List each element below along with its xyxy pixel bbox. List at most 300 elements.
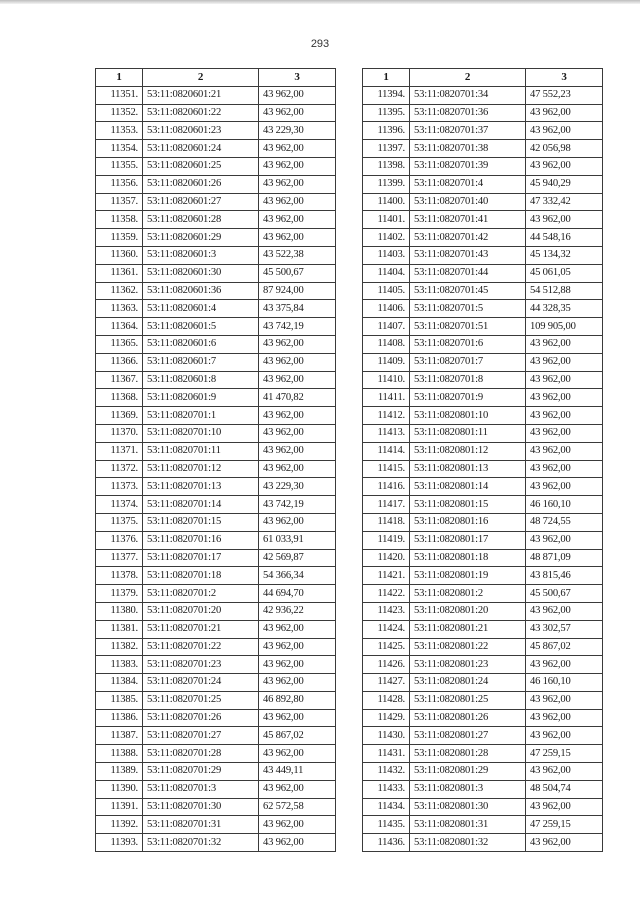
cadastral-number-cell: 53:11:0820801:31 (410, 816, 526, 834)
table-row (363, 104, 603, 122)
row-number-cell: 11358. (96, 211, 143, 229)
row-number-cell: 11375. (96, 513, 143, 531)
cadastral-number-cell: 53:11:0820701:14 (143, 496, 259, 514)
cadastral-number-cell: 53:11:0820601:30 (143, 264, 259, 282)
cadastral-number-cell: 53:11:0820701:4 (410, 175, 526, 193)
table-row (96, 567, 336, 585)
cadastral-number-cell: 53:11:0820801:2 (410, 585, 526, 603)
right-table (362, 68, 603, 852)
row-number-cell: 11377. (96, 549, 143, 567)
cadastral-number-cell: 53:11:0820701:3 (143, 780, 259, 798)
table-row (363, 371, 603, 389)
row-number-cell: 11433. (363, 780, 410, 798)
cadastral-number-cell: 53:11:0820701:38 (410, 140, 526, 158)
value-cell: 54 512,88 (526, 282, 603, 300)
row-number-cell: 11436. (363, 834, 410, 852)
table-row (96, 549, 336, 567)
value-cell: 45 867,02 (526, 638, 603, 656)
cadastral-number-cell: 53:11:0820801:32 (410, 834, 526, 852)
table-row (96, 175, 336, 193)
value-cell: 43 962,00 (259, 424, 336, 442)
value-cell: 41 470,82 (259, 389, 336, 407)
row-number-cell: 11363. (96, 300, 143, 318)
cadastral-number-cell: 53:11:0820801:19 (410, 567, 526, 585)
row-number-cell: 11431. (363, 745, 410, 763)
value-cell: 42 056,98 (526, 140, 603, 158)
value-cell: 43 962,00 (259, 620, 336, 638)
cadastral-number-cell: 53:11:0820701:45 (410, 282, 526, 300)
table-row (363, 513, 603, 531)
cadastral-number-cell: 53:11:0820701:37 (410, 122, 526, 140)
table-row (363, 353, 603, 371)
column-header: 1 (96, 69, 143, 87)
row-number-cell: 11383. (96, 656, 143, 674)
row-number-cell: 11435. (363, 816, 410, 834)
value-cell: 43 962,00 (526, 798, 603, 816)
table-row (363, 602, 603, 620)
row-number-cell: 11385. (96, 691, 143, 709)
cadastral-number-cell: 53:11:0820701:5 (410, 300, 526, 318)
cadastral-number-cell: 53:11:0820701:32 (143, 834, 259, 852)
value-cell: 47 259,15 (526, 745, 603, 763)
value-cell: 43 229,30 (259, 478, 336, 496)
row-number-cell: 11407. (363, 318, 410, 336)
table-row (96, 834, 336, 852)
cadastral-number-cell: 53:11:0820701:17 (143, 549, 259, 567)
table-row (363, 834, 603, 852)
value-cell: 43 962,00 (526, 211, 603, 229)
table-row (96, 674, 336, 692)
cadastral-number-cell: 53:11:0820701:31 (143, 816, 259, 834)
cadastral-number-cell: 53:11:0820601:7 (143, 353, 259, 371)
row-number-cell: 11393. (96, 834, 143, 852)
table-row (363, 122, 603, 140)
cadastral-number-cell: 53:11:0820701:8 (410, 371, 526, 389)
value-cell: 43 962,00 (259, 140, 336, 158)
table-row (96, 691, 336, 709)
row-number-cell: 11359. (96, 229, 143, 247)
row-number-cell: 11400. (363, 193, 410, 211)
row-number-cell: 11422. (363, 585, 410, 603)
value-cell: 43 962,00 (259, 335, 336, 353)
table-row (363, 780, 603, 798)
row-number-cell: 11353. (96, 122, 143, 140)
table-row (96, 407, 336, 425)
cadastral-number-cell: 53:11:0820801:17 (410, 531, 526, 549)
value-cell: 43 962,00 (259, 86, 336, 104)
cadastral-number-cell: 53:11:0820701:10 (143, 424, 259, 442)
table-row (96, 335, 336, 353)
value-cell: 43 962,00 (259, 638, 336, 656)
cadastral-number-cell: 53:11:0820701:23 (143, 656, 259, 674)
row-number-cell: 11372. (96, 460, 143, 478)
table-row (363, 300, 603, 318)
value-cell: 43 962,00 (526, 157, 603, 175)
value-cell: 43 962,00 (526, 389, 603, 407)
value-cell: 43 962,00 (259, 157, 336, 175)
value-cell: 43 962,00 (526, 602, 603, 620)
cadastral-number-cell: 53:11:0820601:24 (143, 140, 259, 158)
cadastral-number-cell: 53:11:0820801:30 (410, 798, 526, 816)
value-cell: 44 694,70 (259, 585, 336, 603)
table-row (363, 86, 603, 104)
row-number-cell: 11398. (363, 157, 410, 175)
row-number-cell: 11413. (363, 424, 410, 442)
table-row (363, 478, 603, 496)
table-row (363, 763, 603, 781)
row-number-cell: 11405. (363, 282, 410, 300)
row-number-cell: 11424. (363, 620, 410, 638)
row-number-cell: 11404. (363, 264, 410, 282)
row-number-cell: 11412. (363, 407, 410, 425)
cadastral-number-cell: 53:11:0820701:15 (143, 513, 259, 531)
value-cell: 43 962,00 (526, 531, 603, 549)
value-cell: 43 962,00 (526, 727, 603, 745)
value-cell: 43 962,00 (259, 229, 336, 247)
table-row (96, 104, 336, 122)
value-cell: 45 500,67 (259, 264, 336, 282)
table-row (363, 264, 603, 282)
row-number-cell: 11361. (96, 264, 143, 282)
cadastral-number-cell: 53:11:0820801:14 (410, 478, 526, 496)
value-cell: 43 962,00 (259, 211, 336, 229)
value-cell: 43 962,00 (259, 442, 336, 460)
table-row (363, 229, 603, 247)
row-number-cell: 11397. (363, 140, 410, 158)
value-cell: 48 871,09 (526, 549, 603, 567)
cadastral-number-cell: 53:11:0820701:2 (143, 585, 259, 603)
row-number-cell: 11371. (96, 442, 143, 460)
row-number-cell: 11351. (96, 86, 143, 104)
table-row (363, 585, 603, 603)
cadastral-number-cell: 53:11:0820801:26 (410, 709, 526, 727)
cadastral-number-cell: 53:11:0820601:28 (143, 211, 259, 229)
table-row (96, 424, 336, 442)
row-number-cell: 11395. (363, 104, 410, 122)
table-row (96, 442, 336, 460)
value-cell: 43 962,00 (526, 353, 603, 371)
value-cell: 43 962,00 (259, 175, 336, 193)
cadastral-number-cell: 53:11:0820601:9 (143, 389, 259, 407)
cadastral-number-cell: 53:11:0820601:36 (143, 282, 259, 300)
value-cell: 43 962,00 (259, 834, 336, 852)
row-number-cell: 11382. (96, 638, 143, 656)
value-cell: 43 522,38 (259, 246, 336, 264)
value-cell: 44 548,16 (526, 229, 603, 247)
table-row (96, 264, 336, 282)
cadastral-number-cell: 53:11:0820701:41 (410, 211, 526, 229)
cadastral-number-cell: 53:11:0820701:9 (410, 389, 526, 407)
value-cell: 43 229,30 (259, 122, 336, 140)
value-cell: 43 962,00 (259, 709, 336, 727)
value-cell: 43 962,00 (526, 691, 603, 709)
value-cell: 48 724,55 (526, 513, 603, 531)
cadastral-number-cell: 53:11:0820601:4 (143, 300, 259, 318)
value-cell: 43 962,00 (259, 745, 336, 763)
value-cell: 47 552,23 (526, 86, 603, 104)
row-number-cell: 11392. (96, 816, 143, 834)
row-number-cell: 11374. (96, 496, 143, 514)
cadastral-number-cell: 53:11:0820701:7 (410, 353, 526, 371)
table-row (363, 709, 603, 727)
table-row (363, 674, 603, 692)
value-cell: 43 742,19 (259, 496, 336, 514)
table-row (96, 300, 336, 318)
row-number-cell: 11389. (96, 763, 143, 781)
cadastral-number-cell: 53:11:0820801:25 (410, 691, 526, 709)
row-number-cell: 11388. (96, 745, 143, 763)
value-cell: 43 962,00 (259, 371, 336, 389)
value-cell: 43 302,57 (526, 620, 603, 638)
row-number-cell: 11403. (363, 246, 410, 264)
table-row (363, 140, 603, 158)
value-cell: 54 366,34 (259, 567, 336, 585)
row-number-cell: 11378. (96, 567, 143, 585)
cadastral-number-cell: 53:11:0820701:13 (143, 478, 259, 496)
cadastral-number-cell: 53:11:0820601:25 (143, 157, 259, 175)
table-row (96, 638, 336, 656)
table-row (363, 691, 603, 709)
row-number-cell: 11414. (363, 442, 410, 460)
row-number-cell: 11409. (363, 353, 410, 371)
cadastral-number-cell: 53:11:0820701:40 (410, 193, 526, 211)
table-row (363, 567, 603, 585)
value-cell: 43 962,00 (259, 656, 336, 674)
row-number-cell: 11408. (363, 335, 410, 353)
row-number-cell: 11364. (96, 318, 143, 336)
value-cell: 47 259,15 (526, 816, 603, 834)
value-cell: 109 905,00 (526, 318, 603, 336)
value-cell: 42 936,22 (259, 602, 336, 620)
table-row (96, 602, 336, 620)
column-header: 3 (526, 69, 603, 87)
row-number-cell: 11401. (363, 211, 410, 229)
value-cell: 43 962,00 (259, 104, 336, 122)
cadastral-number-cell: 53:11:0820701:16 (143, 531, 259, 549)
table-row (96, 460, 336, 478)
cadastral-number-cell: 53:11:0820701:21 (143, 620, 259, 638)
row-number-cell: 11428. (363, 691, 410, 709)
value-cell: 43 962,00 (526, 709, 603, 727)
row-number-cell: 11394. (363, 86, 410, 104)
value-cell: 43 449,11 (259, 763, 336, 781)
row-number-cell: 11410. (363, 371, 410, 389)
row-number-cell: 11391. (96, 798, 143, 816)
value-cell: 43 962,00 (259, 513, 336, 531)
cadastral-number-cell: 53:11:0820701:29 (143, 763, 259, 781)
table-row (96, 585, 336, 603)
cadastral-number-cell: 53:11:0820701:12 (143, 460, 259, 478)
value-cell: 46 160,10 (526, 496, 603, 514)
table-row (363, 549, 603, 567)
cadastral-number-cell: 53:11:0820801:10 (410, 407, 526, 425)
cadastral-number-cell: 53:11:0820701:22 (143, 638, 259, 656)
table-row (96, 727, 336, 745)
cadastral-number-cell: 53:11:0820801:20 (410, 602, 526, 620)
row-number-cell: 11399. (363, 175, 410, 193)
table-row (96, 513, 336, 531)
value-cell: 43 962,00 (259, 193, 336, 211)
table-row (96, 496, 336, 514)
cadastral-number-cell: 53:11:0820701:25 (143, 691, 259, 709)
value-cell: 43 962,00 (526, 335, 603, 353)
column-header: 2 (143, 69, 259, 87)
value-cell: 43 962,00 (526, 424, 603, 442)
table-row (363, 531, 603, 549)
table-row (363, 496, 603, 514)
row-number-cell: 11429. (363, 709, 410, 727)
row-number-cell: 11369. (96, 407, 143, 425)
table-row (96, 389, 336, 407)
cadastral-number-cell: 53:11:0820701:18 (143, 567, 259, 585)
row-number-cell: 11384. (96, 674, 143, 692)
cadastral-number-cell: 53:11:0820701:11 (143, 442, 259, 460)
cadastral-number-cell: 53:11:0820801:3 (410, 780, 526, 798)
column-header: 3 (259, 69, 336, 87)
value-cell: 45 867,02 (259, 727, 336, 745)
table-row (96, 798, 336, 816)
table-row (96, 816, 336, 834)
row-number-cell: 11373. (96, 478, 143, 496)
value-cell: 45 134,32 (526, 246, 603, 264)
cadastral-number-cell: 53:11:0820701:1 (143, 407, 259, 425)
value-cell: 43 815,46 (526, 567, 603, 585)
cadastral-number-cell: 53:11:0820601:29 (143, 229, 259, 247)
cadastral-number-cell: 53:11:0820601:6 (143, 335, 259, 353)
table-row (96, 140, 336, 158)
table-row (96, 371, 336, 389)
row-number-cell: 11426. (363, 656, 410, 674)
row-number-cell: 11360. (96, 246, 143, 264)
row-number-cell: 11357. (96, 193, 143, 211)
row-number-cell: 11396. (363, 122, 410, 140)
column-header: 1 (363, 69, 410, 87)
cadastral-number-cell: 53:11:0820701:26 (143, 709, 259, 727)
row-number-cell: 11366. (96, 353, 143, 371)
table-row (363, 157, 603, 175)
value-cell: 62 572,58 (259, 798, 336, 816)
value-cell: 45 940,29 (526, 175, 603, 193)
cadastral-number-cell: 53:11:0820801:12 (410, 442, 526, 460)
table-row (363, 318, 603, 336)
value-cell: 45 061,05 (526, 264, 603, 282)
row-number-cell: 11425. (363, 638, 410, 656)
table-row (363, 335, 603, 353)
cadastral-number-cell: 53:11:0820701:39 (410, 157, 526, 175)
table-row (96, 122, 336, 140)
table-row (363, 193, 603, 211)
cadastral-number-cell: 53:11:0820801:15 (410, 496, 526, 514)
row-number-cell: 11376. (96, 531, 143, 549)
page-number: 293 (310, 38, 330, 50)
header-row (363, 69, 603, 87)
table-row (96, 763, 336, 781)
value-cell: 43 962,00 (526, 834, 603, 852)
cadastral-number-cell: 53:11:0820701:28 (143, 745, 259, 763)
row-number-cell: 11386. (96, 709, 143, 727)
table-row (96, 478, 336, 496)
table-row (363, 620, 603, 638)
value-cell: 43 375,84 (259, 300, 336, 318)
value-cell: 43 962,00 (526, 371, 603, 389)
cadastral-number-cell: 53:11:0820801:23 (410, 656, 526, 674)
value-cell: 43 962,00 (259, 353, 336, 371)
table-row (96, 282, 336, 300)
cadastral-number-cell: 53:11:0820801:16 (410, 513, 526, 531)
row-number-cell: 11355. (96, 157, 143, 175)
row-number-cell: 11379. (96, 585, 143, 603)
table-row (363, 442, 603, 460)
row-number-cell: 11432. (363, 763, 410, 781)
table-row (96, 656, 336, 674)
value-cell: 43 962,00 (526, 442, 603, 460)
value-cell: 45 500,67 (526, 585, 603, 603)
cadastral-number-cell: 53:11:0820701:24 (143, 674, 259, 692)
cadastral-number-cell: 53:11:0820801:29 (410, 763, 526, 781)
cadastral-number-cell: 53:11:0820701:34 (410, 86, 526, 104)
cadastral-number-cell: 53:11:0820701:20 (143, 602, 259, 620)
cadastral-number-cell: 53:11:0820701:30 (143, 798, 259, 816)
cadastral-number-cell: 53:11:0820801:28 (410, 745, 526, 763)
value-cell: 43 962,00 (526, 122, 603, 140)
row-number-cell: 11352. (96, 104, 143, 122)
table-row (363, 246, 603, 264)
table-row (96, 531, 336, 549)
table-row (96, 780, 336, 798)
table-row (96, 745, 336, 763)
value-cell: 48 504,74 (526, 780, 603, 798)
cadastral-number-cell: 53:11:0820801:22 (410, 638, 526, 656)
value-cell: 43 962,00 (259, 780, 336, 798)
value-cell: 43 962,00 (259, 460, 336, 478)
row-number-cell: 11427. (363, 674, 410, 692)
row-number-cell: 11365. (96, 335, 143, 353)
row-number-cell: 11421. (363, 567, 410, 585)
table-row (96, 353, 336, 371)
table-row (363, 211, 603, 229)
cadastral-number-cell: 53:11:0820601:26 (143, 175, 259, 193)
value-cell: 46 160,10 (526, 674, 603, 692)
table-row (96, 246, 336, 264)
value-cell: 43 962,00 (526, 460, 603, 478)
value-cell: 43 962,00 (526, 407, 603, 425)
value-cell: 43 962,00 (526, 763, 603, 781)
table-row (363, 638, 603, 656)
column-header: 2 (410, 69, 526, 87)
row-number-cell: 11362. (96, 282, 143, 300)
table-row (96, 193, 336, 211)
value-cell: 61 033,91 (259, 531, 336, 549)
table-row (363, 745, 603, 763)
value-cell: 43 962,00 (526, 104, 603, 122)
cadastral-number-cell: 53:11:0820701:27 (143, 727, 259, 745)
scan-edge (0, 0, 640, 4)
row-number-cell: 11415. (363, 460, 410, 478)
row-number-cell: 11402. (363, 229, 410, 247)
cadastral-number-cell: 53:11:0820801:13 (410, 460, 526, 478)
cadastral-number-cell: 53:11:0820601:21 (143, 86, 259, 104)
cadastral-number-cell: 53:11:0820801:24 (410, 674, 526, 692)
row-number-cell: 11370. (96, 424, 143, 442)
table-row (363, 460, 603, 478)
table-row (363, 816, 603, 834)
table-row (96, 620, 336, 638)
row-number-cell: 11368. (96, 389, 143, 407)
cadastral-number-cell: 53:11:0820701:43 (410, 246, 526, 264)
cadastral-number-cell: 53:11:0820701:44 (410, 264, 526, 282)
table-row (96, 157, 336, 175)
row-number-cell: 11354. (96, 140, 143, 158)
